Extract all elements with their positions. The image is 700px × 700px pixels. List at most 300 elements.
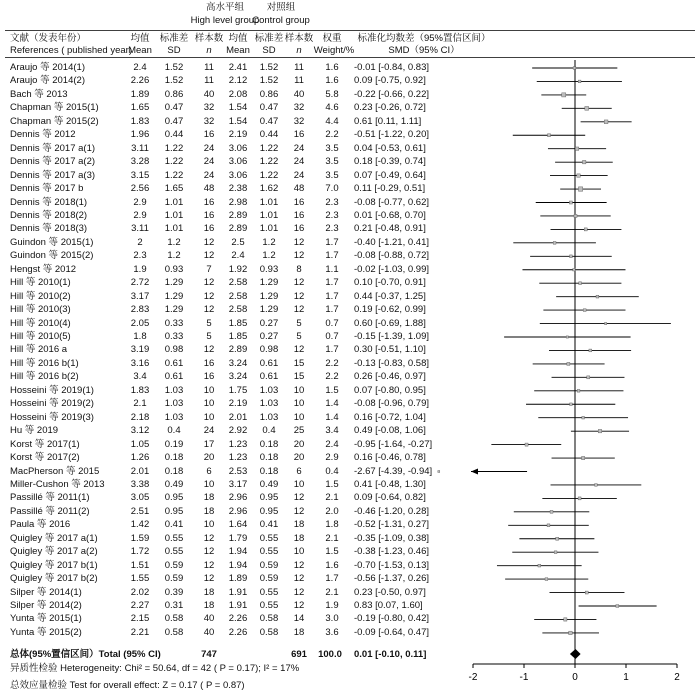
- sd2-value: 1.2: [262, 250, 276, 262]
- total-ci: 0.01 [-0.10, 0.11]: [354, 649, 427, 660]
- mean2-value: 1.75: [228, 384, 248, 396]
- sd2-value: 0.61: [259, 357, 279, 369]
- smd-ci-value: -0.51 [-1.22, 0.20]: [354, 129, 429, 141]
- study-name: Yunta 等 2015(2): [10, 626, 82, 638]
- mean2-value: 1.94: [228, 546, 248, 558]
- smd-ci-value: 0.09 [-0.75, 0.92]: [354, 75, 426, 87]
- n1-value: 16: [203, 196, 215, 208]
- study-name: Hill 等 2016 a: [10, 344, 68, 356]
- sd2-value: 1.29: [259, 304, 279, 316]
- study-name: Silper 等 2014(1): [10, 586, 82, 598]
- mean1-value: 1.59: [130, 532, 150, 544]
- sd1-value: 0.59: [164, 573, 184, 585]
- n2-value: 16: [293, 129, 305, 141]
- point-estimate: [567, 362, 570, 365]
- sd1-value: 0.47: [164, 115, 184, 127]
- weight-value: 0.7: [325, 331, 339, 342]
- sd1-value: 0.18: [164, 452, 184, 464]
- mean2-value: 2.89: [228, 344, 248, 356]
- mean2-value: 1.89: [228, 573, 248, 585]
- n1-value: 24: [203, 142, 215, 154]
- mean2-value: 2.08: [228, 88, 248, 100]
- point-estimate: [550, 510, 553, 513]
- sd2-value: 0.86: [259, 88, 279, 100]
- sd2-value: 1.29: [259, 290, 279, 302]
- weight-value: 1.7: [325, 277, 339, 289]
- weight-value: 1.4: [325, 398, 339, 410]
- n1-value: 24: [203, 156, 215, 168]
- study-name: Dennis 等 2017 a(3): [10, 169, 96, 181]
- mean2-value: 1.23: [228, 438, 248, 450]
- mean2-value: 3.24: [228, 371, 248, 383]
- sd1-value: 0.55: [164, 532, 184, 544]
- weight-value: 1.4: [325, 411, 339, 423]
- study-name: Quigley 等 2017 b(1): [10, 559, 98, 571]
- total-n1: 747: [201, 649, 217, 660]
- x-tick-label: 0: [572, 672, 578, 683]
- smd-ci-value: 0.41 [-0.48, 1.30]: [354, 478, 426, 490]
- study-header-cn: 文献（发表年份）: [10, 33, 87, 44]
- sd1-value: 0.95: [164, 505, 184, 517]
- n2-value: 12: [293, 250, 305, 262]
- n1-value: 7: [206, 263, 212, 275]
- sd2-value: 1.03: [259, 398, 279, 410]
- sd1-value: 0.59: [164, 559, 184, 571]
- sd1-value: 0.49: [164, 478, 184, 490]
- mean1-value: 3.15: [130, 169, 150, 181]
- n1-value: 12: [203, 290, 215, 302]
- point-estimate: [578, 187, 582, 191]
- n1-value: 12: [203, 573, 215, 585]
- smd-ci-value: 0.16 [-0.72, 1.04]: [354, 411, 426, 423]
- sd2-value: 0.4: [262, 425, 276, 437]
- mean2-value: 1.94: [228, 559, 248, 571]
- sd1-value: 1.01: [164, 209, 184, 221]
- n1-value: 20: [203, 452, 215, 464]
- heterogeneity-text: 异质性检验 Heterogeneity: Chi² = 50.64, df = 42 ( P = 0.17); I² = 17%: [10, 663, 300, 674]
- mean2-value: 2.41: [228, 62, 248, 73]
- sd2-value: 0.55: [259, 546, 279, 558]
- mean2-value: 1.85: [228, 317, 248, 329]
- weight-value: 4.4: [325, 115, 339, 127]
- mean2-value: 3.24: [228, 357, 248, 369]
- mean1-value: 2.02: [130, 586, 150, 598]
- sd2-value: 1.52: [259, 75, 279, 87]
- n1-value: 40: [203, 613, 215, 625]
- study-name: Hill 等 2016 b(1): [10, 357, 79, 369]
- sd1-value: 0.58: [164, 626, 184, 638]
- smd-ci-value: 0.21 [-0.48, 0.91]: [354, 223, 426, 235]
- n2-value: 48: [293, 183, 305, 195]
- n1-value: 18: [203, 600, 215, 611]
- sd1-value: 1.22: [164, 142, 184, 154]
- overall-effect-text: 总效应量检验 Test for overall effect: Z = 0.17 ( P = 0.87): [10, 680, 245, 691]
- n1-value: 32: [203, 115, 215, 127]
- ci-arrow: [471, 469, 478, 475]
- smd-ci-value: -0.70 [-1.53, 0.13]: [354, 559, 429, 571]
- mean2-value: 1.54: [228, 102, 248, 114]
- mean2-value: 3.06: [228, 142, 248, 154]
- sd1-value: 0.19: [164, 438, 184, 450]
- point-estimate: [538, 564, 541, 567]
- study-name: Hosseini 等 2019(1): [10, 384, 94, 396]
- point-estimate: [585, 591, 588, 594]
- n1-value: 16: [203, 371, 215, 383]
- study-name: Dennis 等 2018(2): [10, 209, 88, 221]
- point-estimate: [585, 106, 589, 110]
- study-name: Guindon 等 2015(2): [10, 250, 94, 262]
- sd2-value: 0.95: [259, 505, 279, 517]
- n2-value: 12: [293, 505, 305, 517]
- n1-value: 12: [203, 236, 215, 248]
- smd-ci-value: 0.49 [-0.08, 1.06]: [354, 425, 426, 437]
- smd-ci-value: -0.35 [-1.09, 0.38]: [354, 532, 429, 544]
- smd-ci-value: 0.60 [-0.69, 1.88]: [354, 317, 426, 329]
- sd2-value: 1.01: [259, 209, 279, 221]
- n2-header-cn: 样本数: [284, 33, 314, 44]
- smd-ci-value: -0.38 [-1.23, 0.46]: [354, 546, 429, 558]
- point-estimate: [545, 578, 548, 581]
- n2-value: 12: [293, 600, 305, 611]
- weight-value: 1.6: [325, 75, 339, 87]
- n2-value: 16: [293, 209, 305, 221]
- study-name: Araujo 等 2014(1): [10, 62, 85, 73]
- n2-value: 12: [293, 290, 305, 302]
- sd1-value: 0.44: [164, 129, 184, 141]
- weight-value: 1.1: [325, 263, 339, 275]
- n1-value: 48: [203, 183, 215, 195]
- mean2-value: 1.23: [228, 452, 248, 464]
- study-name: Yunta 等 2015(1): [10, 613, 82, 625]
- n2-value: 15: [293, 357, 305, 369]
- sd1-value: 1.52: [164, 75, 184, 87]
- mean2-value: 2.96: [228, 505, 248, 517]
- weight-value: 5.8: [325, 88, 339, 100]
- x-tick-label: -2: [468, 672, 478, 683]
- sd1-value: 0.41: [164, 519, 184, 531]
- mean2-value: 2.92: [228, 425, 248, 437]
- mean1-value: 2.18: [130, 411, 150, 423]
- point-estimate: [616, 605, 619, 608]
- sd1-value: 1.01: [164, 223, 184, 235]
- smd-ci-value: 0.04 [-0.53, 0.61]: [354, 142, 426, 154]
- weight-value: 2.4: [325, 438, 339, 450]
- mean1-value: 2.27: [130, 600, 150, 611]
- point-estimate: [582, 416, 585, 419]
- mean1-value: 3.12: [130, 425, 150, 437]
- n1-value: 12: [203, 559, 215, 571]
- sd1-value: 0.58: [164, 613, 184, 625]
- weight-header-cn: 权重: [322, 33, 342, 44]
- sd2-value: 0.41: [259, 519, 279, 531]
- mean1-value: 3.38: [130, 478, 150, 490]
- study-name: Dennis 等 2017 a(1): [10, 142, 96, 154]
- sd2-value: 0.59: [259, 573, 279, 585]
- study-name: Passillé 等 2011(2): [10, 505, 90, 517]
- n1-value: 24: [203, 425, 215, 437]
- smd-ci-value: -0.08 [-0.77, 0.62]: [354, 196, 429, 208]
- study-name: Hill 等 2010(1): [10, 277, 71, 289]
- n2-value: 8: [296, 263, 302, 275]
- mean1-value: 3.17: [130, 290, 150, 302]
- study-name: Hill 等 2010(4): [10, 317, 71, 329]
- point-estimate: [589, 349, 592, 352]
- n2-value: 32: [293, 115, 305, 127]
- study-name: Silper 等 2014(2): [10, 600, 82, 611]
- weight-value: 1.9: [325, 600, 339, 611]
- point-estimate: [575, 147, 578, 150]
- mean2-value: 2.26: [228, 626, 248, 638]
- mean2-value: 3.06: [228, 156, 248, 168]
- sd1-value: 0.18: [164, 465, 184, 477]
- smd-ci-value: 0.10 [-0.70, 0.91]: [354, 277, 426, 289]
- study-name: Quigley 等 2017 b(2): [10, 573, 98, 585]
- sd2-value: 0.55: [259, 532, 279, 544]
- n2-value: 10: [293, 411, 305, 423]
- study-name: Korst 等 2017(1): [10, 438, 80, 450]
- sd2-value: 0.18: [259, 452, 279, 464]
- smd-ci-value: 0.16 [-0.46, 0.78]: [354, 452, 426, 464]
- weight-value: 1.7: [325, 290, 339, 302]
- mean2-value: 2.89: [228, 209, 248, 221]
- weight-value: 2.9: [325, 452, 339, 464]
- weight-value: 3.5: [325, 156, 339, 168]
- x-tick-label: -1: [519, 672, 529, 683]
- group2-title-cn: 对照组: [266, 2, 296, 13]
- point-estimate: [438, 471, 440, 473]
- sd1-value: 0.39: [164, 586, 184, 598]
- point-estimate: [573, 67, 576, 70]
- smd-ci-value: -2.67 [-4.39, -0.94]: [354, 465, 433, 477]
- mean2-value: 1.91: [228, 586, 248, 598]
- sd1-header-en: SD: [167, 45, 181, 56]
- sd1-value: 1.01: [164, 196, 184, 208]
- weight-value: 2.1: [325, 532, 339, 544]
- mean2-value: 2.19: [228, 398, 248, 410]
- study-name: Dennis 等 2018(1): [10, 196, 88, 208]
- smd-ci-value: -0.09 [-0.64, 0.47]: [354, 626, 429, 638]
- sd1-value: 1.29: [164, 304, 184, 316]
- mean1-value: 1.8: [133, 331, 147, 342]
- mean2-value: 2.26: [228, 613, 248, 625]
- mean1-value: 3.19: [130, 344, 150, 356]
- mean1-value: 1.51: [130, 559, 150, 571]
- point-estimate: [595, 484, 598, 487]
- group1-title-cn: 高水平组: [205, 2, 244, 13]
- sd1-value: 1.03: [164, 411, 184, 423]
- point-estimate: [604, 322, 606, 324]
- mean1-value: 1.42: [130, 519, 150, 531]
- n2-value: 10: [293, 398, 305, 410]
- n1-header-en: n: [206, 45, 212, 56]
- mean2-value: 3.06: [228, 169, 248, 181]
- weight-header-en: Weight/%: [313, 45, 355, 56]
- smd-ci-value: -0.02 [-1.03, 0.99]: [354, 263, 429, 275]
- mean1-value: 2.05: [130, 317, 150, 329]
- sd1-value: 0.47: [164, 102, 184, 114]
- mean1-value: 3.4: [133, 371, 147, 383]
- sd2-value: 0.47: [259, 102, 279, 114]
- n2-value: 5: [296, 317, 302, 329]
- n2-value: 18: [293, 519, 305, 531]
- n2-value: 12: [293, 492, 305, 504]
- sd1-value: 0.93: [164, 263, 184, 275]
- sd2-value: 0.18: [259, 438, 279, 450]
- sd1-value: 1.22: [164, 169, 184, 181]
- total-n2: 691: [291, 649, 307, 660]
- sd2-value: 0.98: [259, 344, 279, 356]
- point-estimate: [577, 174, 580, 177]
- sd1-value: 1.2: [167, 236, 181, 248]
- n1-value: 10: [203, 384, 215, 396]
- point-estimate: [564, 618, 567, 621]
- sd1-header-cn: 标准差: [159, 33, 189, 44]
- mean1-value: 1.89: [130, 88, 150, 100]
- mean1-value: 2.51: [130, 505, 150, 517]
- mean1-value: 1.83: [130, 115, 150, 127]
- weight-value: 1.8: [325, 519, 339, 531]
- n2-value: 16: [293, 196, 305, 208]
- smd-ci-value: -0.95 [-1.64, -0.27]: [354, 438, 433, 450]
- mean1-value: 2.26: [130, 75, 150, 87]
- smd-ci-value: -0.52 [-1.31, 0.27]: [354, 519, 429, 531]
- sd2-header-cn: 标准差: [254, 33, 284, 44]
- n1-value: 5: [206, 317, 212, 329]
- n1-value: 11: [204, 62, 214, 73]
- n1-value: 10: [203, 398, 215, 410]
- point-estimate: [569, 201, 572, 204]
- sd2-value: 1.2: [262, 236, 276, 248]
- weight-value: 7.0: [325, 183, 339, 195]
- mean2-header-cn: 均值: [228, 33, 248, 44]
- mean2-value: 2.96: [228, 492, 248, 504]
- sd2-value: 0.27: [259, 331, 279, 342]
- mean2-value: 2.53: [228, 465, 248, 477]
- total-weight: 100.0: [318, 649, 342, 660]
- n1-value: 12: [203, 532, 215, 544]
- sd1-value: 0.55: [164, 546, 184, 558]
- smd-ci-value: 0.19 [-0.62, 0.99]: [354, 304, 426, 316]
- n1-value: 16: [203, 357, 215, 369]
- point-estimate: [582, 160, 585, 163]
- n1-value: 12: [203, 304, 215, 316]
- mean1-value: 2.56: [130, 183, 150, 195]
- point-estimate: [548, 134, 551, 137]
- sd1-value: 1.52: [164, 62, 184, 73]
- weight-value: 1.7: [325, 236, 339, 248]
- mean2-value: 2.12: [228, 75, 248, 87]
- mean2-value: 1.85: [228, 331, 248, 342]
- point-estimate: [547, 524, 550, 527]
- study-name: Miller-Cushon 等 2013: [10, 478, 105, 490]
- mean1-value: 3.16: [130, 357, 150, 369]
- group1-title-en: High level group: [190, 15, 260, 26]
- mean1-value: 2.72: [130, 277, 150, 289]
- mean1-value: 2.9: [133, 209, 147, 221]
- mean2-value: 2.58: [228, 304, 248, 316]
- sd1-value: 0.33: [164, 317, 184, 329]
- mean2-value: 2.58: [228, 290, 248, 302]
- n1-value: 18: [203, 586, 215, 598]
- n1-value: 10: [203, 411, 215, 423]
- sd1-value: 1.22: [164, 156, 184, 168]
- smd-header-en: SMD（95% CI）: [388, 45, 460, 56]
- point-estimate: [583, 309, 586, 312]
- weight-value: 2.3: [325, 209, 339, 221]
- weight-value: 2.2: [325, 129, 339, 141]
- point-estimate: [598, 429, 601, 432]
- mean2-value: 2.58: [228, 277, 248, 289]
- n2-value: 32: [293, 102, 305, 114]
- point-estimate: [554, 551, 557, 554]
- sd2-value: 1.52: [259, 62, 279, 73]
- n1-value: 16: [203, 223, 215, 235]
- weight-value: 0.4: [325, 465, 339, 477]
- smd-ci-value: 0.61 [0.11, 1.11]: [354, 115, 422, 127]
- weight-value: 2.3: [325, 223, 339, 235]
- sd1-value: 0.61: [164, 371, 184, 383]
- study-name: Chapman 等 2015(2): [10, 115, 99, 127]
- weight-value: 1.5: [325, 546, 339, 558]
- study-name: Hill 等 2016 b(2): [10, 371, 79, 383]
- n2-value: 15: [293, 371, 305, 383]
- x-tick-label: 2: [674, 672, 680, 683]
- smd-ci-value: -0.15 [-1.39, 1.09]: [354, 331, 429, 342]
- weight-value: 1.6: [325, 62, 339, 73]
- weight-value: 1.5: [325, 384, 339, 396]
- weight-value: 2.0: [325, 505, 339, 517]
- n2-value: 12: [293, 277, 305, 289]
- mean1-value: 1.65: [130, 102, 150, 114]
- point-estimate: [573, 269, 575, 271]
- study-name: Hu 等 2019: [10, 425, 59, 437]
- n2-value: 40: [293, 88, 305, 100]
- mean2-value: 1.79: [228, 532, 248, 544]
- study-name: Araujo 等 2014(2): [10, 75, 85, 87]
- n2-value: 12: [293, 586, 305, 598]
- n2-value: 5: [296, 331, 302, 342]
- weight-value: 3.4: [325, 425, 339, 437]
- smd-ci-value: -0.01 [-0.84, 0.83]: [354, 62, 429, 73]
- sd2-value: 0.27: [259, 317, 279, 329]
- n1-value: 10: [203, 478, 215, 490]
- mean1-header-cn: 均值: [130, 33, 150, 44]
- point-estimate: [569, 631, 572, 634]
- mean1-value: 3.05: [130, 492, 150, 504]
- weight-value: 1.6: [325, 559, 339, 571]
- mean1-value: 2.15: [130, 613, 150, 625]
- n1-header-cn: 样本数: [194, 33, 224, 44]
- sd1-value: 0.4: [167, 425, 181, 437]
- n2-value: 24: [293, 156, 305, 168]
- sd2-value: 0.55: [259, 600, 279, 611]
- smd-ci-value: -0.46 [-1.20, 0.28]: [354, 505, 429, 517]
- smd-ci-value: 0.30 [-0.51, 1.10]: [354, 344, 426, 356]
- sd1-value: 1.29: [164, 277, 184, 289]
- sd2-value: 1.03: [259, 411, 279, 423]
- mean1-value: 1.96: [130, 129, 150, 141]
- point-estimate: [578, 497, 581, 500]
- mean2-value: 2.5: [231, 236, 245, 248]
- sd2-value: 0.44: [259, 129, 279, 141]
- sd2-value: 1.22: [259, 156, 279, 168]
- smd-ci-value: -0.22 [-0.66, 0.22]: [354, 88, 429, 100]
- sd2-value: 1.22: [259, 169, 279, 181]
- n2-value: 25: [293, 425, 305, 437]
- weight-value: 3.5: [325, 169, 339, 181]
- n1-value: 12: [203, 250, 215, 262]
- point-estimate: [579, 282, 582, 285]
